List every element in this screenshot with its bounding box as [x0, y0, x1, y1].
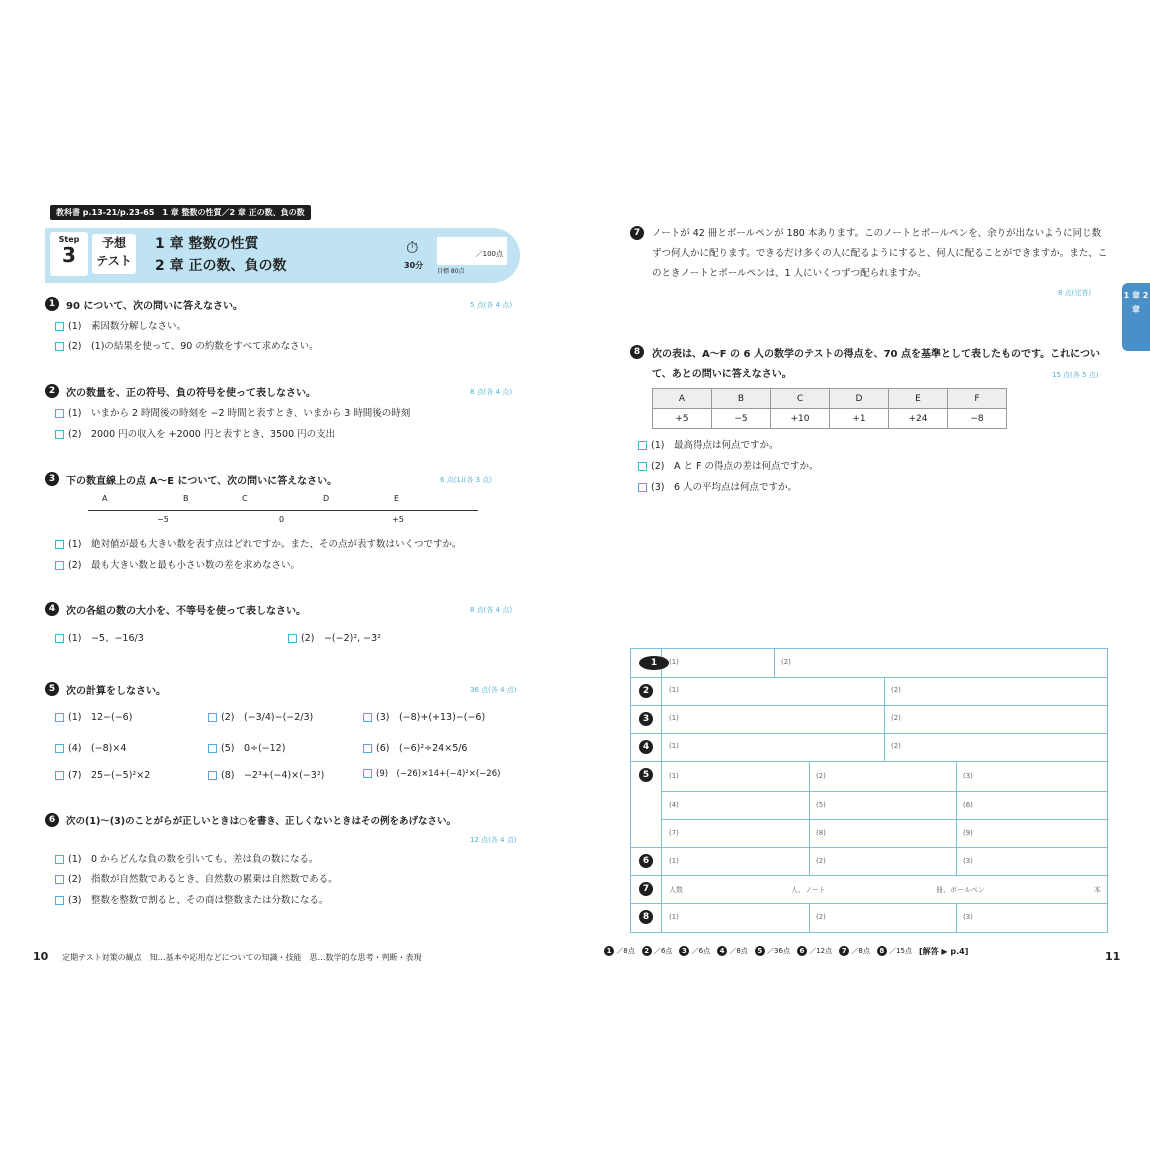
- answer-cell[interactable]: (7): [669, 829, 679, 837]
- answer-cell[interactable]: (1): [669, 658, 679, 666]
- answer-row-number: 3: [639, 712, 653, 726]
- points: 6 点(1)(各 3 点): [440, 476, 492, 484]
- answer-row-number: 6: [639, 854, 653, 868]
- sub-question: (1) 0 からどんな負の数を引いても、差は負の数になる。: [55, 851, 319, 865]
- answer-row-number: 2: [639, 684, 653, 698]
- answer-cell[interactable]: (2): [816, 913, 826, 921]
- sub-question: (2) (−3/4)−(−2/3): [208, 709, 313, 723]
- answer-cell[interactable]: (2): [891, 686, 901, 694]
- question-text: 次の表は、A〜F の 6 人の数学のテストの得点を、70 点を基準として表したものです。これについて、あとの問いに答えなさい。: [652, 349, 1100, 380]
- answer-cell[interactable]: 人、ノート: [791, 886, 826, 894]
- answer-cell[interactable]: 本: [1094, 886, 1101, 894]
- step-box: [50, 232, 88, 276]
- score-slot[interactable]: 8 ／15点: [877, 946, 912, 957]
- step-title: 予想 テスト: [92, 234, 136, 274]
- answer-cell[interactable]: (3): [963, 857, 973, 865]
- answer-cell[interactable]: (1): [669, 686, 679, 694]
- question-text: ノートが 42 冊とボールペンが 180 本あります。このノートとボールペンを、余りが出ないように同じ数ずつ何人かに配ります。できるだけ多くの人に配るようにすると、何人に配ることができますか。また、このときノートとボールペンは、1 人にいくつずつ配られますか。: [652, 228, 1108, 279]
- points: 8 点(各 4 点): [470, 606, 513, 614]
- answer-row-number: 5: [639, 768, 653, 782]
- answer-cell[interactable]: 冊、ボールペン: [936, 886, 985, 894]
- answer-cell[interactable]: (4): [669, 801, 679, 809]
- answer-cell[interactable]: (2): [816, 772, 826, 780]
- time-limit: 30分: [404, 261, 424, 270]
- answer-cell[interactable]: 人数: [669, 886, 683, 894]
- score-goal: 目標 80点: [437, 268, 465, 275]
- answer-cell[interactable]: (1): [669, 772, 679, 780]
- question-text: 次の各組の数の大小を、不等号を使って表しなさい。: [66, 606, 306, 617]
- tick-label: +5: [392, 515, 404, 524]
- answer-cell[interactable]: (2): [891, 714, 901, 722]
- timer-icon: ⏱: [406, 238, 419, 257]
- answer-cell[interactable]: (6): [963, 801, 973, 809]
- tick-label: 0: [279, 515, 285, 524]
- answer-cell[interactable]: (1): [669, 714, 679, 722]
- answer-cell[interactable]: (1): [669, 913, 679, 921]
- sub-question: (2) −(−2)², −3²: [288, 630, 381, 644]
- sub-question: (3) (−8)+(+13)−(−6): [363, 709, 485, 723]
- score-slot[interactable]: 4 ／8点: [717, 946, 748, 957]
- sub-question: (1) いまから 2 時間後の時刻を −2 時間と表すとき、いまから 3 時間後の時刻: [55, 405, 410, 419]
- sub-question: (3) 6 人の平均点は何点ですか。: [638, 479, 797, 493]
- score-table: A B C D E F +5 −5 +10 +1 +24 −8: [652, 388, 1007, 429]
- question-text: 次の(1)〜(3)のことがらが正しいときは○を書き、正しくないときはその例をあげなさい。: [66, 816, 456, 827]
- sub-question: (4) (−8)×4: [55, 740, 126, 754]
- question-number: 5: [45, 682, 59, 696]
- question-number: 6: [45, 813, 59, 827]
- page-number: 10: [33, 950, 49, 963]
- question-text: 下の数直線上の点 A〜E について、次の問いに答えなさい。: [66, 476, 338, 487]
- tick-label: −5: [157, 515, 169, 524]
- sub-question: (2) 指数が自然数であるとき、自然数の累乗は自然数である。: [55, 871, 338, 885]
- score-slot[interactable]: 7 ／8点: [839, 946, 870, 957]
- question-number: 7: [630, 226, 644, 240]
- answer-cell[interactable]: (2): [891, 742, 901, 750]
- sub-question: (3) 整数を整数で割ると、その商は整数または分数になる。: [55, 892, 328, 906]
- points: 12 点(各 4 点): [470, 836, 517, 844]
- answer-cell[interactable]: (3): [963, 772, 973, 780]
- page-number: 11: [1105, 950, 1121, 963]
- score-total: ／100点: [475, 250, 503, 258]
- question-number: 8: [630, 345, 644, 359]
- answer-cell[interactable]: (9): [963, 829, 973, 837]
- question-text: 次の数量を、正の符号、負の符号を使って表しなさい。: [66, 388, 316, 399]
- answer-row-number: 8: [639, 910, 653, 924]
- question-number: 1: [45, 297, 59, 311]
- question-number: 2: [45, 384, 59, 398]
- points: 8 点(各 4 点): [470, 388, 513, 396]
- sub-question: (6) (−6)²÷24×5/6: [363, 740, 467, 754]
- score-slot[interactable]: 1 ／8点: [604, 946, 635, 957]
- points: 36 点(各 4 点): [470, 686, 517, 694]
- score-slot[interactable]: 2 ／6点: [642, 946, 673, 957]
- point-label: D: [323, 494, 330, 503]
- points: 5 点(各 4 点): [470, 301, 513, 309]
- step-label: Step: [58, 235, 80, 244]
- sub-question: (1) −5、−16/3: [55, 630, 144, 644]
- chapter-1: 1 章 整数の性質: [155, 236, 259, 252]
- point-label: A: [102, 494, 108, 503]
- chapter-titles: [155, 233, 287, 277]
- question-number: 3: [45, 472, 59, 486]
- answer-cell[interactable]: (8): [816, 829, 826, 837]
- answer-row-number: 1: [639, 656, 669, 670]
- question-text: 90 について、次の問いに答えなさい。: [66, 301, 243, 312]
- answer-cell[interactable]: (3): [963, 913, 973, 921]
- sub-question: (1) 素因数分解しなさい。: [55, 318, 186, 332]
- answer-cell[interactable]: (2): [816, 857, 826, 865]
- step-number: 3: [62, 243, 76, 267]
- sub-question: (2) 最も大きい数と最も小さい数の差を求めなさい。: [55, 557, 300, 571]
- point-label: E: [394, 494, 400, 503]
- score-slot[interactable]: 6 ／12点: [797, 946, 832, 957]
- answer-cell[interactable]: (2): [781, 658, 791, 666]
- sub-question: (5) 0÷(−12): [208, 740, 285, 754]
- answer-sheet: [630, 648, 1108, 933]
- sub-question: (8) −2³+(−4)×(−3²): [208, 767, 324, 781]
- question-number: 4: [45, 602, 59, 616]
- score-box: [437, 237, 507, 275]
- answer-cell[interactable]: (5): [816, 801, 826, 809]
- point-label: C: [242, 494, 248, 503]
- sub-question: (1) 最高得点は何点ですか。: [638, 437, 778, 451]
- answer-row-number: 7: [639, 882, 653, 896]
- points: 8 点(完答): [1058, 289, 1092, 297]
- answer-cell[interactable]: (1): [669, 857, 679, 865]
- score-strip: [604, 946, 968, 957]
- number-line: [88, 510, 478, 511]
- chapter-side-tab: 1 章 2 章: [1122, 283, 1150, 351]
- sub-question: (7) 25−(−5)²×2: [55, 767, 150, 781]
- score-slot[interactable]: 5 ／36点: [755, 946, 790, 957]
- chapter-2: 2 章 正の数、負の数: [155, 258, 287, 274]
- answer-row-number: 4: [639, 740, 653, 754]
- sub-question: (9) (−26)×14+(−4)²×(−26): [363, 767, 500, 779]
- points: 15 点(各 5 点): [1052, 371, 1099, 379]
- point-label: B: [183, 494, 189, 503]
- sub-question: (1) 12−(−6): [55, 709, 132, 723]
- sub-question: (2) A と F の得点の差は何点ですか。: [638, 458, 818, 472]
- answer-cell[interactable]: (1): [669, 742, 679, 750]
- footer-note: 定期テスト対策の観点 知…基本や応用などについての知識・技能 思…数学的な思考・判断・表現: [62, 953, 422, 962]
- sub-question: (2) (1)の結果を使って、90 の約数をすべて求めなさい。: [55, 338, 319, 352]
- sub-question: (1) 絶対値が最も大きい数を表す点はどれですか。また、その点が表す数はいくつですか。: [55, 536, 461, 550]
- answer-reference: [解答 ▶ p.4]: [918, 947, 969, 956]
- sub-question: (2) 2000 円の収入を +2000 円と表すとき、3500 円の支出: [55, 426, 335, 440]
- score-slot[interactable]: 3 ／6点: [679, 946, 710, 957]
- textbook-tag: 教科書 p.13-21/p.23-65 1 章 整数の性質／2 章 正の数、負の数: [50, 205, 311, 220]
- question-text: 次の計算をしなさい。: [66, 686, 166, 697]
